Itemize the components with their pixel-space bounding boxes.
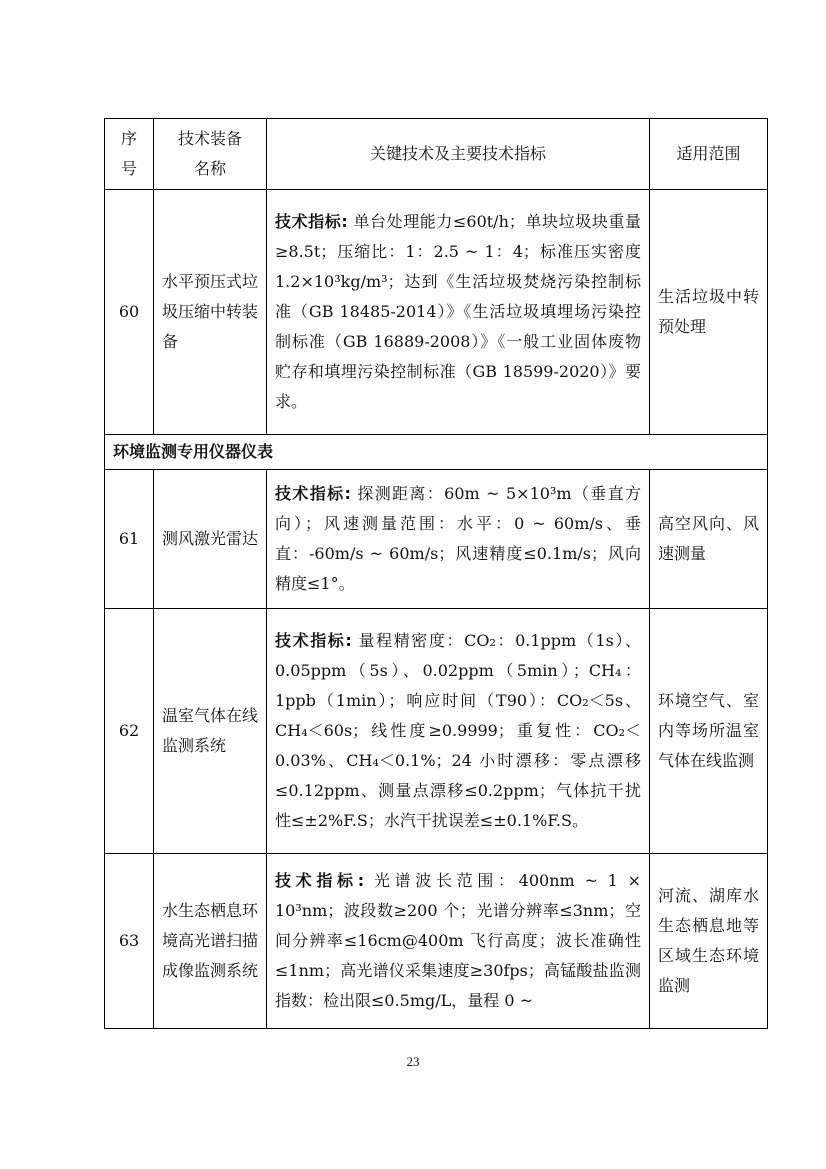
page-number: 23 — [406, 1054, 420, 1069]
header-key-tech: 关键技术及主要技术指标 — [267, 119, 650, 190]
spec-text: 量程精密度：CO₂：0.1ppm（1s）、0.05ppm（5s）、0.02ppm（5min）；CH₄：1ppb（1min）；响应时间（T90）：CO₂＜5s、CH₄＜60s；线性度≥0.9999；重复性：CO₂＜0.03%、CH₄＜0.1%；24 小时漂移：零点漂移≤0.12ppm、测量点漂移≤0.2ppm；气体抗干扰性≤±2%F.S；水汽干扰误差≤±0.1%F.S。 — [275, 631, 641, 830]
header-serial — [105, 119, 154, 190]
equipment-name: 测风激光雷达 — [154, 470, 267, 609]
spec-label: 技术指标: — [275, 631, 352, 650]
table-row — [105, 854, 768, 1029]
scope-cell: 生活垃圾中转预处理 — [650, 190, 768, 435]
header-serial-line2: 号 — [120, 159, 137, 178]
spec-label: 技术指标: — [275, 484, 351, 503]
scope-cell: 河流、湖库水生态栖息地等区域生态环境监测 — [650, 854, 768, 1029]
table-header-row — [105, 119, 768, 190]
row-number: 63 — [105, 854, 154, 1029]
spec-cell — [267, 190, 650, 435]
row-number: 61 — [105, 470, 154, 609]
table-row — [105, 190, 768, 435]
scope-cell: 环境空气、室内等场所温室气体在线监测 — [650, 609, 768, 854]
spec-text: 单台处理能力≤60t/h；单块垃圾块重量≥8.5t；压缩比：1：2.5 ~ 1：4；标准压实密度 1.2×10³kg/m³；达到《生活垃圾焚烧污染控制标准（GB 18485-2014）》《生活垃圾填埋场污染控制标准（GB 16889-2008）》《一般工业固体废物贮存和填埋污染控制标准（GB 18599-2020）》要求。 — [275, 212, 641, 411]
table-row — [105, 470, 768, 609]
header-name-line2: 名称 — [193, 159, 226, 178]
spec-text: 探测距离：60m ~ 5×10³m（垂直方向）；风速测量范围：水平：0 ~ 60m/s、垂直：-60m/s ~ 60m/s；风速精度≤0.1m/s；风向精度≤1°。 — [275, 484, 641, 593]
spec-cell — [267, 854, 650, 1029]
spec-label: 技术指标: — [275, 871, 365, 890]
section-title: 环境监测专用仪器仪表 — [105, 435, 768, 470]
header-scope: 适用范围 — [650, 119, 768, 190]
section-row — [105, 435, 768, 470]
spec-cell — [267, 470, 650, 609]
header-equipment-name — [154, 119, 267, 190]
row-number: 60 — [105, 190, 154, 435]
header-serial-line1: 序 — [120, 129, 137, 148]
equipment-name: 水生态栖息环境高光谱扫描成像监测系统 — [154, 854, 267, 1029]
header-name-line1: 技术装备 — [177, 129, 242, 148]
spec-text: 光谱波长范围：400nm ~ 1 × 10³nm；波段数≥200 个；光谱分辨率≤3nm；空间分辨率≤16cm@400m 飞行高度；波长准确性≤1nm；高光谱仪采集速度≥30fps；高锰酸盐监测指数：检出限≤0.5mg/L，量程 0 ~ — [275, 871, 641, 1010]
row-number: 62 — [105, 609, 154, 854]
spec-cell — [267, 609, 650, 854]
spec-label: 技术指标: — [275, 212, 348, 231]
equipment-table — [104, 118, 768, 1029]
scope-cell: 高空风向、风速测量 — [650, 470, 768, 609]
table-row — [105, 609, 768, 854]
equipment-name: 水平预压式垃圾压缩中转装备 — [154, 190, 267, 435]
equipment-name: 温室气体在线监测系统 — [154, 609, 267, 854]
